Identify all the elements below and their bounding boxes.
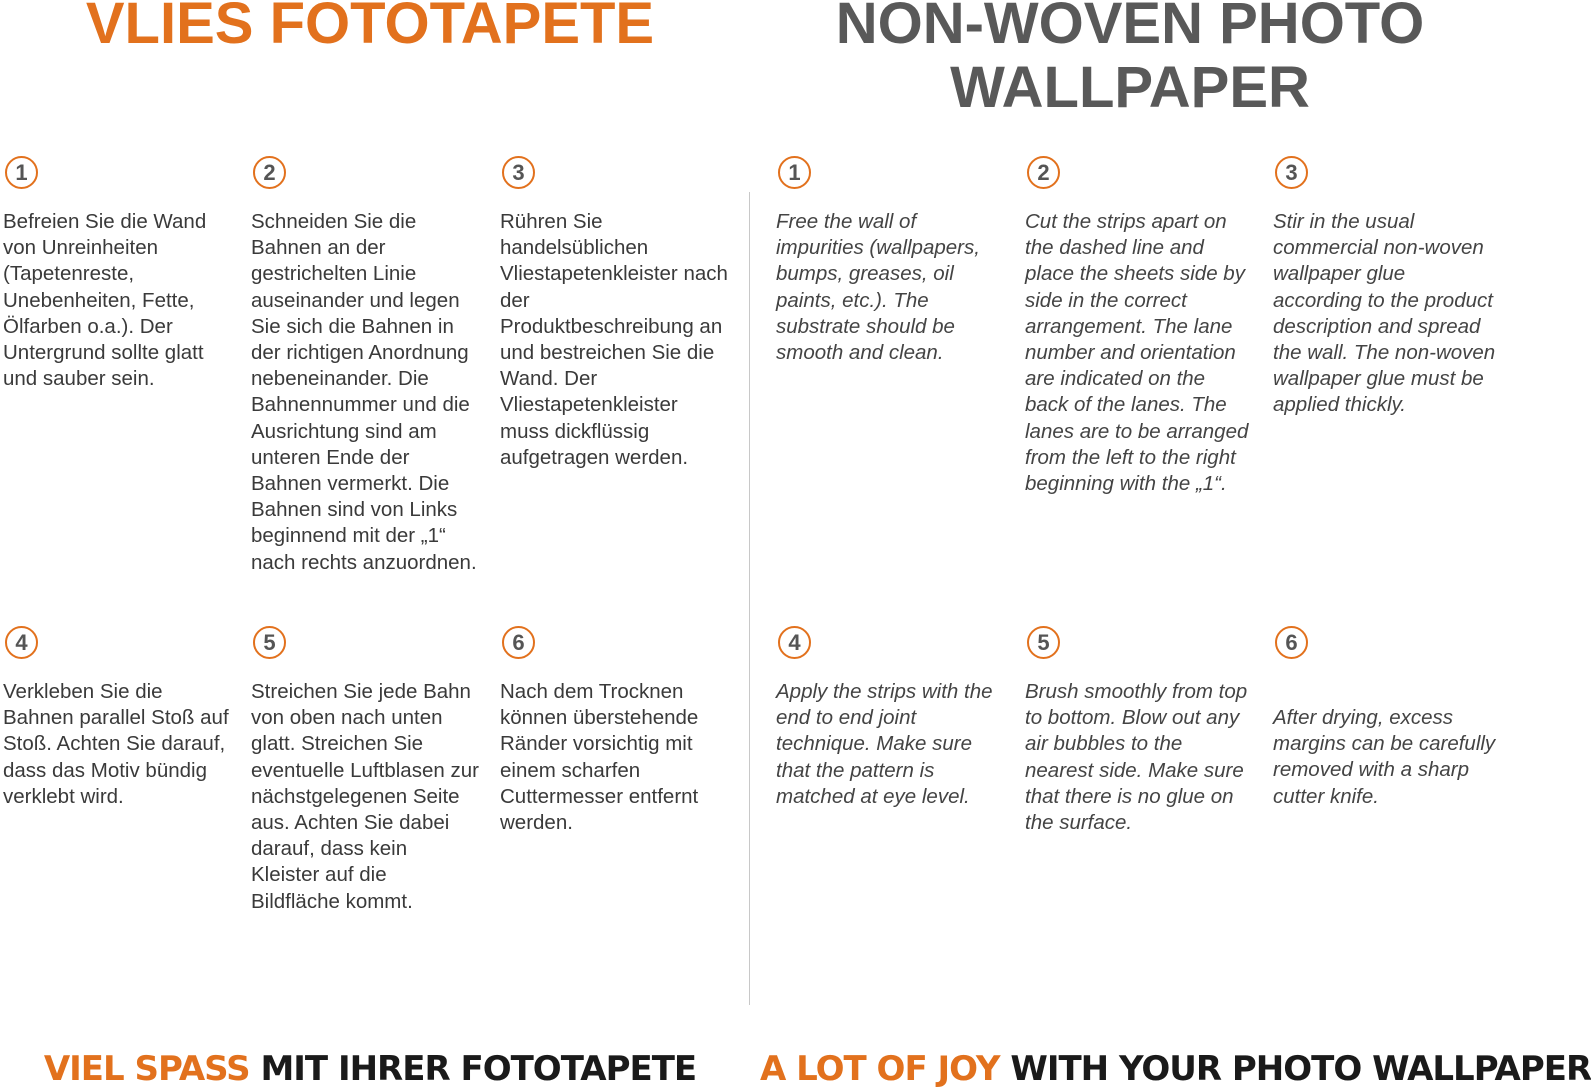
step-text: Streichen Sie jede Bahn von oben nach unten glatt. Streichen Sie eventuelle Luftblasen zur nächstgelegenen Seite aus. Achten Sie dabei darauf, dass kein Kleister auf die Bildfläche kommt. [251,680,479,913]
step-text: Schneiden Sie die Bahnen an der gestrichelten Linie auseinander und legen Sie sich die Bahnen in der richtigen Anordnung nebeneinander. Die Bahnennummer und die Ausrichtung sind am unteren Ende der Bahnen vermerkt. Die Bahnen sind von Links beginnend mit der „1“ nach rechts anzuordnen. [251,210,477,574]
step-number-badge: 3 [502,156,535,189]
title-english-line1: NON-WOVEN PHOTO [835,0,1425,56]
footer-german-accent: VIEL SPASS [43,1049,250,1089]
en-step-3 [1273,156,1508,419]
en-step-6 [1273,626,1508,810]
en-step-2 [1025,156,1260,497]
step-number-badge: 5 [253,626,286,659]
de-step-6 [500,626,735,836]
step-text: Stir in the usual commercial non-woven wallpaper glue according to the product description and spread the wall. The non-woven wallpaper glue must be applied thickly. [1273,210,1496,417]
step-text: Befreien Sie die Wand von Unreinheiten (Tapetenreste, Unebenheiten, Fette, Ölfarben o.a.). Der Untergrund sollte glatt und sauber sein. [3,210,207,391]
step-text: Nach dem Trocknen können überstehende Ränder vorsichtig mit einem scharfen Cuttermesser entfernt werden. [500,680,699,835]
step-number-badge: 4 [778,626,811,659]
step-text: Free the wall of impurities (wallpapers, bumps, greases, oil paints, etc.). The substrate should be smooth and clean. [776,210,980,365]
footer-english-rest: WITH YOUR PHOTO WALLPAPER [1010,1049,1591,1089]
step-text: Verkleben Sie die Bahnen parallel Stoß auf Stoß. Achten Sie darauf, dass das Motiv bündig verklebt wird. [3,680,229,808]
title-english [760,0,1500,120]
footer-german [0,1046,740,1092]
step-number-badge: 2 [1027,156,1060,189]
footer-english-accent: A LOT OF JOY [760,1049,1000,1089]
footer-english [760,1046,1591,1092]
step-text: Brush smoothly from top to bottom. Blow out any air bubbles to the nearest side. Make sure that there is no glue on the surface. [1025,680,1248,835]
de-step-5 [251,626,486,915]
de-step-1 [3,156,238,392]
step-number-badge: 4 [5,626,38,659]
de-step-2 [251,156,486,576]
step-number-badge: 1 [778,156,811,189]
title-german: VLIES FOTOTAPETE [85,0,655,56]
footer-german-rest: MIT IHRER FOTOTAPETE [260,1049,697,1089]
en-step-4 [776,626,1011,810]
title-english-line2: WALLPAPER [950,55,1310,120]
en-step-5 [1025,626,1260,836]
step-text: Apply the strips with the end to end joint technique. Make sure that the pattern is matched at eye level. [776,680,993,808]
step-number-badge: 6 [502,626,535,659]
step-number-badge: 2 [253,156,286,189]
center-divider [749,192,750,1005]
step-number-badge: 6 [1275,626,1308,659]
en-step-1 [776,156,1011,366]
step-number-badge: 5 [1027,626,1060,659]
de-step-4 [3,626,238,810]
step-number-badge: 1 [5,156,38,189]
step-text: Rühren Sie handelsüblichen Vliestapetenkleister nach der Produktbeschreibung an und bestreichen Sie die Wand. Der Vliestapetenkleister muss dickflüssig aufgetragen werden. [500,210,728,469]
step-text: Cut the strips apart on the dashed line and place the sheets side by side in the correct arrangement. The lane number and orientation are indicated on the back of the lanes. The lanes are to be arranged from the left to the right beginning with the „1“. [1025,210,1249,496]
step-text: After drying, excess margins can be carefully removed with a sharp cutter knife. [1273,706,1496,808]
de-step-3 [500,156,735,471]
step-number-badge: 3 [1275,156,1308,189]
